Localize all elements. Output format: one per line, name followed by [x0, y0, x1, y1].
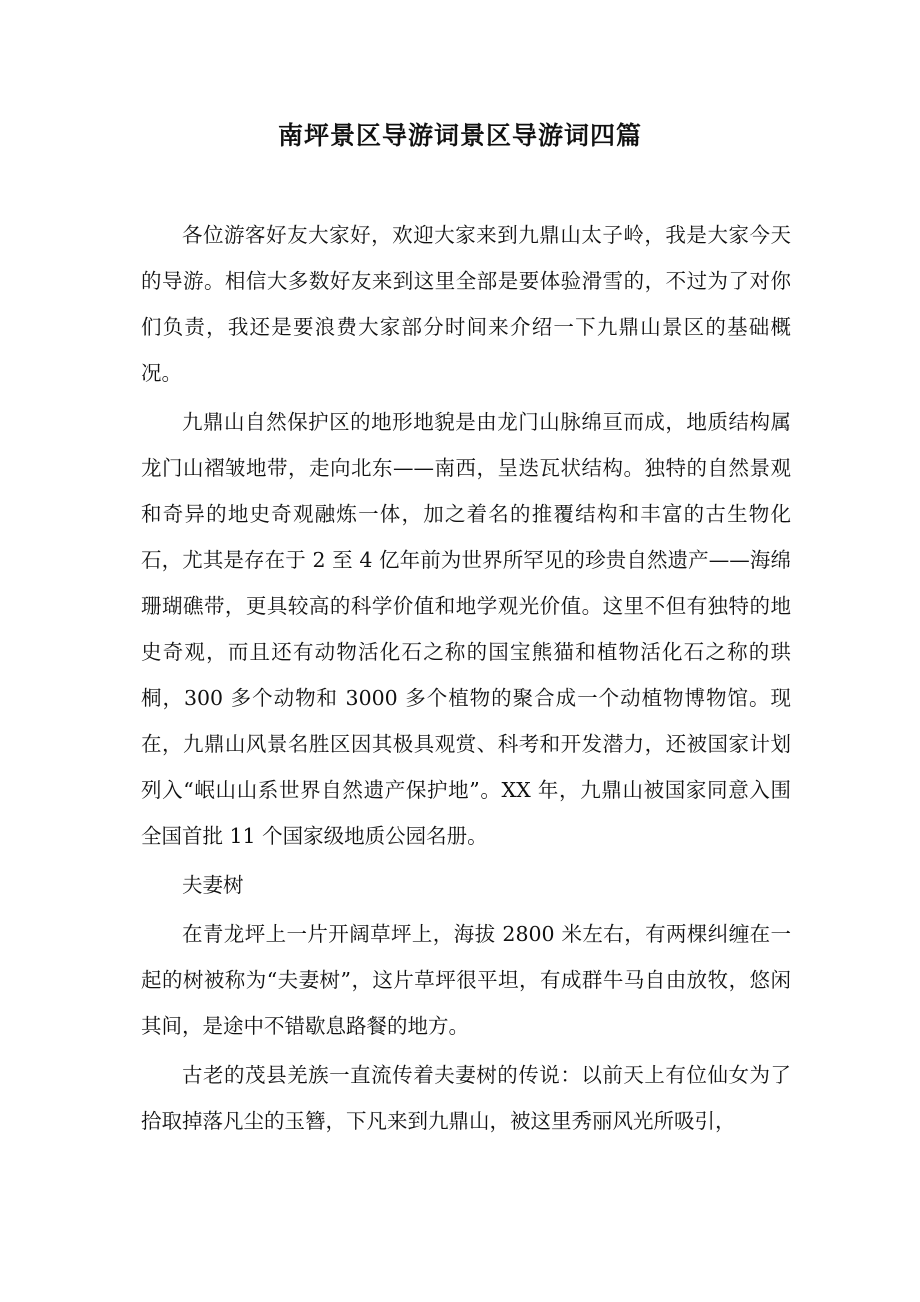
paragraph-couple-tree-legend: 古老的茂县羌族一直流传着夫妻树的传说：以前天上有位仙女为了拾取掉落凡尘的玉簪，下凡来到九鼎山，被这里秀丽风光所吸引，	[141, 1063, 791, 1133]
section-heading-couple-tree: 夫妻树	[182, 873, 244, 897]
paragraph-geology: 九鼎山自然保护区的地形地貌是由龙门山脉绵亘而成，地质结构属龙门山褶皱地带，走向北东——南西，呈迭瓦状结构。独特的自然景观和奇异的地史奇观融炼一体，加之着名的推覆结构和丰富的古生物化石，尤其是存在于 2 至 4 亿年前为世界所罕见的珍贵自然遗产——海绵珊瑚礁带，更具较高的科学价值和地学观光价值。这里不但有独特的地史奇观，而且还有动物活化石之称的国宝熊猫和植物活化石之称的珙桐，300 多个动物和 3000 多个植物的聚合成一个动植物博物馆。现在，九鼎山风景名胜区因其极具观赏、科考和开发潜力，还被国家计划列入“岷山山系世界自然遗产保护地”。XX 年，九鼎山被国家同意入围全国首批 11 个国家级地质公园名册。	[141, 410, 791, 848]
paragraph-couple-tree-location: 在青龙坪上一片开阔草坪上，海拔 2800 米左右，有两棵纠缠在一起的树被称为“夫妻树”，这片草坪很平坦，有成群牛马自由放牧，悠闲其间，是途中不错歇息路餐的地方。	[141, 922, 791, 1038]
document-body	[141, 212, 791, 1144]
paragraph-intro: 各位游客好友大家好，欢迎大家来到九鼎山太子岭，我是大家今天的导游。相信大多数好友来到这里全部是要体验滑雪的，不过为了对你们负责，我还是要浪费大家部分时间来介绍一下九鼎山景区的基础概况。	[141, 223, 791, 385]
document-title: 南坪景区导游词景区导游词四篇	[277, 121, 642, 150]
